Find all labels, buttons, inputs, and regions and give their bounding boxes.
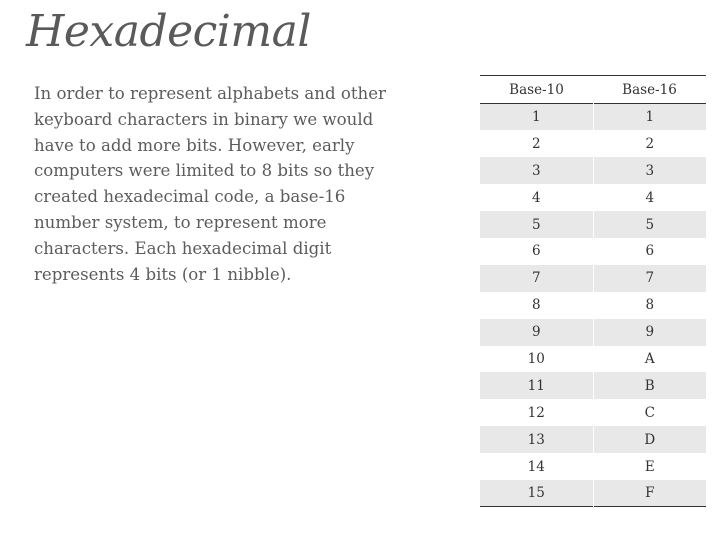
cell-base10: 15 <box>480 480 593 507</box>
table-row <box>480 319 706 346</box>
table-row <box>480 238 706 265</box>
cell-base16: F <box>645 485 655 502</box>
cell-base10: 9 <box>480 319 593 346</box>
cell-base16: 2 <box>645 135 655 152</box>
table-row <box>480 399 706 426</box>
table-row <box>480 104 706 131</box>
cell-base10: 10 <box>480 346 593 373</box>
column-header-base10: Base-10 <box>509 81 564 98</box>
cell-base10: 11 <box>480 372 593 399</box>
cell-base16: 1 <box>645 109 655 126</box>
table-row <box>480 480 706 507</box>
page-title: Hexadecimal <box>26 6 311 57</box>
cell-base16: E <box>644 458 655 475</box>
cell-base10: 13 <box>480 426 593 453</box>
cell-base10: 8 <box>480 292 593 319</box>
cell-base16: 9 <box>645 324 655 341</box>
cell-base16: B <box>644 377 655 394</box>
table-row <box>480 426 706 453</box>
cell-base16: 4 <box>645 189 655 206</box>
cell-base10: 7 <box>480 265 593 292</box>
cell-base10: 3 <box>480 157 593 184</box>
body-paragraph: In order to represent alphabets and other keyboard characters in binary we would have to add more bits. However, early computers were limited to 8 bits so they created hexadecimal code, a base-16 number system, to represent more characters. Each hexadecimal digit represents 4 bits (or 1 nibble). <box>34 84 386 284</box>
cell-base10: 14 <box>480 453 593 480</box>
cell-base10: 6 <box>480 238 593 265</box>
conversion-table <box>480 75 706 507</box>
cell-base16: C <box>644 404 655 421</box>
cell-base10: 4 <box>480 184 593 211</box>
table-row <box>480 184 706 211</box>
cell-base10: 12 <box>480 399 593 426</box>
table-row <box>480 292 706 319</box>
table-row <box>480 130 706 157</box>
table-row <box>480 453 706 480</box>
cell-base16: D <box>644 431 656 448</box>
table-row <box>480 265 706 292</box>
table-row <box>480 372 706 399</box>
cell-base10: 2 <box>480 130 593 157</box>
table-row <box>480 157 706 184</box>
cell-base16: 8 <box>645 297 655 314</box>
cell-base10: 1 <box>480 104 593 131</box>
table-row <box>480 346 706 373</box>
column-header-base16: Base-16 <box>622 81 677 98</box>
table-row <box>480 211 706 238</box>
cell-base16: A <box>644 350 655 367</box>
cell-base16: 3 <box>645 162 655 179</box>
table-header-row <box>480 76 706 104</box>
cell-base10: 5 <box>480 211 593 238</box>
cell-base16: 6 <box>645 243 655 260</box>
cell-base16: 5 <box>645 216 655 233</box>
cell-base16: 7 <box>645 270 655 287</box>
